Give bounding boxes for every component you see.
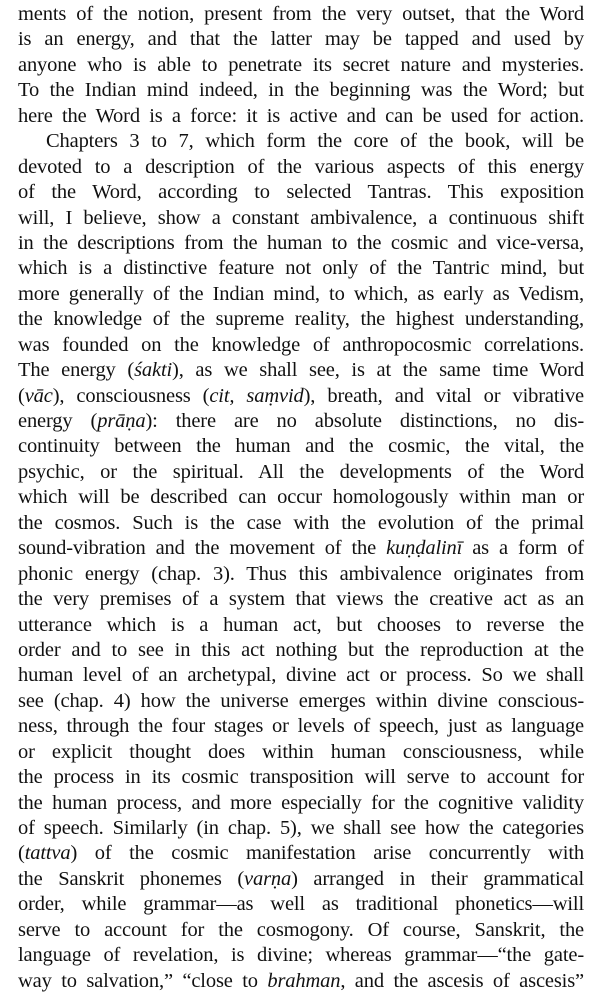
italic-term: kuṇḍalinī (386, 537, 463, 560)
text-line (18, 791, 584, 816)
text-line (18, 256, 584, 281)
text-line-content (46, 129, 584, 154)
text-segment: To the Indian mind indeed, in the beginning was the Word; but (18, 79, 584, 102)
text-segment: serve to account for the cosmogony. Of course, Sanskrit, the (18, 918, 584, 941)
italic-term: vāc (24, 384, 53, 407)
text-line (18, 663, 584, 688)
text-segment: human level of an archetypal, divine act or process. So we shall (18, 664, 584, 687)
text-segment: continuity between the human and the cosmic, the vital, the (18, 435, 584, 458)
text-line (18, 231, 584, 256)
text-segment: phonic energy (chap. 3). Thus this ambivalence originates from (18, 562, 584, 585)
text-line-content (18, 663, 584, 688)
text-line (18, 409, 584, 434)
text-line (18, 969, 584, 994)
text-line-content (18, 78, 584, 103)
text-line (18, 841, 584, 866)
text-line (18, 78, 584, 103)
text-line-content (18, 2, 584, 27)
text-line (18, 180, 584, 205)
text-line (18, 307, 584, 332)
text-line (18, 536, 584, 561)
text-line (18, 2, 584, 27)
text-line (18, 333, 584, 358)
italic-term: varṇa (244, 867, 292, 890)
text-line-content (18, 27, 584, 52)
text-segment: is an energy, and that the latter may be tapped and used by (18, 28, 584, 51)
text-segment: of speech. Similarly (in chap. 5), we shall see how the categories (18, 817, 584, 839)
text-line (18, 638, 584, 663)
text-segment: the Sanskrit phonemes ( (18, 867, 245, 890)
text-line (18, 562, 584, 587)
text-line-content (18, 892, 584, 917)
text-segment: energy ( (18, 410, 98, 432)
text-segment: anyone who is able to penetrate its secret nature and mysteries. (18, 53, 584, 76)
text-line-content (18, 536, 584, 561)
text-line-content (18, 587, 584, 612)
text-segment: which is a distinctive feature not only of the Tantric mind, but (18, 257, 584, 280)
text-line-content (18, 816, 584, 841)
text-segment: utterance which is a human act, but chooses to reverse the (18, 613, 584, 636)
text-line-content (18, 155, 584, 180)
text-line-content (18, 689, 584, 714)
text-line-content (18, 460, 584, 485)
page-body-text (18, 2, 584, 994)
text-segment: as a form of (462, 537, 584, 560)
text-segment: ments of the notion, present from the very outset, that the Word (18, 3, 584, 25)
text-segment: The energy ( (18, 359, 135, 382)
text-segment: Chapters 3 to 7, which form the core of the book, will be (46, 130, 584, 153)
text-line (18, 27, 584, 52)
text-segment: the cosmos. Such is the case with the evolution of the primal (18, 511, 584, 534)
text-segment: ( (18, 842, 25, 865)
text-segment: order, while grammar—as well as traditional phonetics—will (18, 893, 584, 916)
text-line-content (18, 307, 584, 332)
text-segment: or explicit thought does within human consciousness, while (18, 740, 584, 763)
text-line-content (18, 638, 584, 663)
text-line-content (18, 231, 584, 256)
text-line-content (18, 434, 584, 459)
text-line-content (18, 53, 584, 78)
text-segment: was founded on the knowledge of anthropocosmic correlations. (18, 333, 584, 356)
text-line (18, 587, 584, 612)
text-line-content (18, 613, 584, 638)
text-segment: ), as we shall see, is at the same time Word (172, 359, 584, 382)
text-line-content (18, 409, 584, 434)
text-segment: , and the ascesis of ascesis” (340, 969, 584, 992)
text-line-content (18, 562, 584, 587)
italic-term: brahman (267, 969, 341, 992)
text-segment: the human process, and more especially for the cognitive validity (18, 791, 584, 814)
text-line (18, 206, 584, 231)
text-segment: ), consciousness ( (52, 384, 210, 407)
text-line (18, 460, 584, 485)
text-segment: way to salvation,” “close to (18, 969, 268, 992)
text-line-content (18, 511, 584, 536)
text-line (18, 816, 584, 841)
text-line (18, 155, 584, 180)
text-line (18, 918, 584, 943)
text-line-content (18, 841, 584, 866)
text-segment: the knowledge of the supreme reality, the highest understanding, (18, 308, 584, 331)
italic-term: cit, saṃvid (209, 384, 304, 407)
text-segment: the very premises of a system that views the creative act as an (18, 588, 584, 611)
text-line (18, 104, 584, 129)
text-line (18, 943, 584, 968)
text-segment: which will be described can occur homologously within man or (18, 486, 584, 509)
text-segment: in the descriptions from the human to the cosmic and vice-versa, (18, 231, 584, 254)
text-line (18, 740, 584, 765)
text-line (18, 511, 584, 536)
text-segment: see (chap. 4) how the universe emerges within divine conscious- (18, 689, 584, 712)
text-line (18, 485, 584, 510)
text-line (18, 358, 584, 383)
text-segment: the process in its cosmic transposition will serve to account for (18, 766, 584, 789)
text-segment: order and to see in this act nothing but the reproduction at the (18, 638, 584, 661)
text-segment: ): there are no absolute distinctions, no dis- (145, 410, 585, 432)
text-line (18, 892, 584, 917)
text-line-content (18, 714, 584, 739)
text-line-content (18, 358, 584, 383)
text-line-content (18, 943, 584, 968)
text-line-content (18, 918, 584, 943)
text-segment: ( (18, 384, 25, 407)
text-segment: devoted to a description of the various aspects of this energy (18, 155, 584, 178)
text-segment: language of revelation, is divine; whereas grammar—“the gate- (18, 944, 584, 967)
text-line-content (18, 206, 584, 231)
text-line (18, 53, 584, 78)
text-segment: here the Word is a force: it is active and can be used for action. (18, 104, 584, 127)
text-segment: sound-vibration and the movement of the (18, 537, 387, 560)
text-line-content (18, 969, 584, 994)
text-line-content (18, 333, 584, 358)
text-line-content (18, 180, 584, 205)
italic-term: prāṇa (97, 410, 146, 432)
text-segment: will, I believe, show a constant ambivalence, a continuous shift (18, 206, 584, 229)
text-line-content (18, 104, 584, 129)
text-line-content (18, 282, 584, 307)
text-line-content (18, 765, 584, 790)
text-line-content (18, 485, 584, 510)
text-segment: more generally of the Indian mind, to which, as early as Vedism, (18, 282, 584, 305)
text-line-content (18, 867, 584, 892)
text-line (18, 689, 584, 714)
text-line (18, 613, 584, 638)
text-line-content (18, 740, 584, 765)
text-segment: ness, through the four stages or levels of speech, just as language (18, 715, 584, 738)
text-line-content (18, 256, 584, 281)
text-line (18, 434, 584, 459)
text-line (18, 129, 584, 154)
text-line (18, 765, 584, 790)
text-segment: psychic, or the spiritual. All the developments of the Word (18, 460, 584, 483)
text-segment: ), breath, and vital or vibrative (303, 384, 585, 407)
text-segment: ) arranged in their grammatical (291, 867, 584, 890)
text-line (18, 384, 584, 409)
text-segment: ) of the cosmic manifestation arise concurrently with (70, 842, 584, 865)
text-line (18, 867, 584, 892)
italic-term: śakti (134, 359, 173, 382)
text-line-content (18, 791, 584, 816)
text-line (18, 282, 584, 307)
text-segment: of the Word, according to selected Tantras. This exposition (18, 181, 584, 204)
text-line (18, 714, 584, 739)
italic-term: tattva (24, 842, 71, 865)
text-line-content (18, 384, 584, 409)
